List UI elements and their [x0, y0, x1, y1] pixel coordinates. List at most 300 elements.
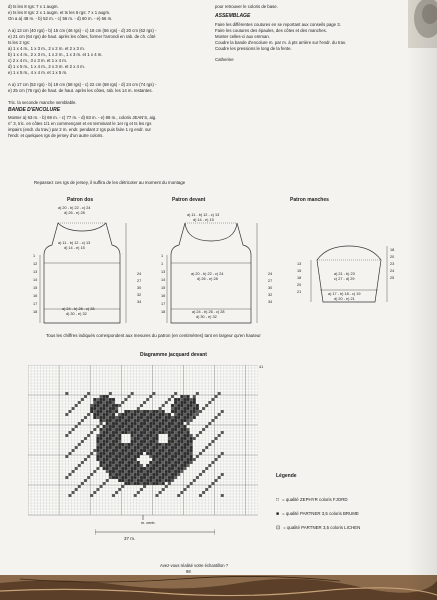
chart-cell: [124, 470, 127, 473]
chart-cell: [162, 437, 165, 440]
chart-cell: [106, 434, 109, 437]
chart-cell: [65, 476, 68, 479]
chart-cell: [143, 440, 146, 443]
chart-cell: [106, 437, 109, 440]
diagram-corner-number: 41: [259, 365, 264, 369]
chart-cell: [162, 449, 165, 452]
chart-cell: [99, 401, 102, 404]
chart-cell: [137, 473, 140, 476]
chart-cell: [162, 434, 165, 437]
chart-cell: [131, 419, 134, 422]
chart-cell: [124, 425, 127, 428]
chart-cell: [137, 422, 140, 425]
chart-cell: [124, 431, 127, 434]
devant-mid-label-2: d) 26 - e) 28: [197, 277, 218, 281]
chart-cell: [168, 440, 171, 443]
chart-cell: [177, 443, 180, 446]
chart-cell: [149, 437, 152, 440]
chart-cell: [152, 392, 155, 395]
chart-cell: [106, 428, 109, 431]
chart-cell: [146, 443, 149, 446]
chart-cell: [171, 449, 174, 452]
chart-cell: [149, 395, 152, 398]
chart-cell: [165, 434, 168, 437]
chart-cell: [118, 479, 121, 482]
chart-cell: [121, 470, 124, 473]
chart-cell: [140, 443, 143, 446]
chart-cell: [109, 473, 112, 476]
chart-cell: [81, 419, 84, 422]
chart-cell: [143, 458, 146, 461]
chart-cell: [174, 461, 177, 464]
chart-cell: [159, 479, 162, 482]
chart-cell: [124, 398, 127, 401]
chart-cell: [99, 455, 102, 458]
chart-cell: [124, 464, 127, 467]
chart-cell: [103, 401, 106, 404]
chart-cell: [149, 422, 152, 425]
chart-cell: [112, 425, 115, 428]
chart-cell: [103, 455, 106, 458]
chart-cell: [190, 413, 193, 416]
chart-cell: [183, 443, 186, 446]
chart-cell: [140, 470, 143, 473]
chart-cell: [177, 413, 180, 416]
chart-cell: [109, 458, 112, 461]
chart-cell: [165, 458, 168, 461]
chart-cell: [106, 416, 109, 419]
chart-cell: [214, 395, 217, 398]
chart-cell: [72, 470, 75, 473]
chart-cell: [171, 404, 174, 407]
instruction-line: c) 2 x 4 m., 3 x 3 m. et 1 x 4 m.: [8, 58, 67, 63]
chart-cell: [143, 452, 146, 455]
chart-cell: [106, 449, 109, 452]
chart-cell: [124, 461, 127, 464]
chart-cell: [99, 428, 102, 431]
chart-cell: [174, 398, 177, 401]
chart-cell: [96, 488, 99, 491]
instruction-line: A a) 17 cm (52 rgs) - b) 19 cm (58 rgs) - c) 22 cm (68 rgs) - d) 24 cm (74 rgs) -: [8, 82, 157, 87]
chart-cell: [152, 440, 155, 443]
chart-cell: [121, 446, 124, 449]
chart-cell: [137, 419, 140, 422]
chart-cell: [109, 461, 112, 464]
chart-cell: [146, 464, 149, 467]
chart-cell: [171, 395, 174, 398]
chart-cell: [168, 461, 171, 464]
chart-cell: [143, 479, 146, 482]
chart-cell: [159, 476, 162, 479]
chart-cell: [199, 473, 202, 476]
chart-cell: [109, 407, 112, 410]
chart-cell: [146, 473, 149, 476]
chart-cell: [103, 410, 106, 413]
chart-cell: [96, 446, 99, 449]
dos-bottom-label-2: d) 30 - e) 32: [66, 312, 87, 316]
chart-cell: [143, 410, 146, 413]
chart-cell: [171, 452, 174, 455]
chart-cell: [118, 434, 121, 437]
width-dimension-line: [95, 528, 215, 536]
scale-label: 34: [268, 300, 273, 304]
chart-cell: [174, 446, 177, 449]
assemblage-line: Faire les coutures des épaules, des côtes et des manches.: [215, 28, 328, 33]
chart-cell: [183, 467, 186, 470]
chart-cell: [171, 437, 174, 440]
chart-cell: [140, 437, 143, 440]
chart-cell: [180, 467, 183, 470]
chart-cell: [155, 461, 158, 464]
scale-label: 27: [137, 279, 142, 283]
chart-cell: [124, 446, 127, 449]
chart-cell: [159, 452, 162, 455]
chart-cell: [149, 464, 152, 467]
chart-cell: [171, 410, 174, 413]
chart-cell: [109, 401, 112, 404]
chart-cell: [168, 413, 171, 416]
chart-cell: [208, 464, 211, 467]
scale-label: 15: [161, 286, 166, 290]
chart-cell: [155, 434, 158, 437]
chart-cell: [87, 413, 90, 416]
patron-manches-title: Patron manches: [290, 197, 329, 203]
chart-cell: [180, 491, 183, 494]
chart-cell: [155, 416, 158, 419]
chart-cell: [127, 446, 130, 449]
chart-cell: [115, 404, 118, 407]
chart-cell: [121, 401, 124, 404]
chart-cell: [106, 464, 109, 467]
chart-cell: [143, 476, 146, 479]
chart-cell: [127, 419, 130, 422]
chart-cell: [177, 422, 180, 425]
chart-cell: [149, 428, 152, 431]
chart-cell: [174, 458, 177, 461]
chart-cell: [183, 404, 186, 407]
chart-cell: [190, 434, 193, 437]
chart-cell: [171, 416, 174, 419]
chart-cell: [180, 401, 183, 404]
chart-cell: [127, 428, 130, 431]
chart-cell: [162, 461, 165, 464]
chart-cell: [127, 410, 130, 413]
chart-cell: [149, 449, 152, 452]
chart-cell: [183, 455, 186, 458]
chart-cell: [140, 452, 143, 455]
chart-cell: [193, 395, 196, 398]
chart-cell: [205, 446, 208, 449]
chart-cell: [131, 455, 134, 458]
chart-cell: [187, 431, 190, 434]
chart-cell: [180, 431, 183, 434]
chart-cell: [177, 494, 180, 497]
chart-cell: [152, 419, 155, 422]
chart-cell: [162, 413, 165, 416]
chart-cell: [99, 443, 102, 446]
chart-cell: [168, 452, 171, 455]
chart-cell: [159, 467, 162, 470]
chart-cell: [137, 458, 140, 461]
chart-cell: [174, 407, 177, 410]
chart-cell: [115, 416, 118, 419]
chart-cell: [159, 470, 162, 473]
chart-cell: [137, 491, 140, 494]
chart-cell: [149, 452, 152, 455]
chart-cell: [165, 485, 168, 488]
chart-cell: [96, 434, 99, 437]
chart-cell: [127, 458, 130, 461]
chart-cell: [115, 431, 118, 434]
chart-cell: [140, 434, 143, 437]
chart-cell: [143, 443, 146, 446]
chart-cell: [168, 449, 171, 452]
chart-cell: [106, 446, 109, 449]
chart-cell: [109, 449, 112, 452]
chart-cell: [177, 407, 180, 410]
chart-cell: [127, 416, 130, 419]
chart-cell: [124, 473, 127, 476]
chart-cell: [196, 455, 199, 458]
chart-cell: [146, 419, 149, 422]
chart-cell: [149, 419, 152, 422]
chart-cell: [211, 419, 214, 422]
chart-cell: [174, 452, 177, 455]
chart-cell: [165, 476, 168, 479]
chart-cell: [146, 440, 149, 443]
chart-cell: [93, 416, 96, 419]
chart-cell: [159, 461, 162, 464]
scale-label: 15: [33, 286, 38, 290]
chart-cell: [81, 398, 84, 401]
chart-cell: [190, 452, 193, 455]
chart-cell: [187, 416, 190, 419]
chart-cell: [112, 437, 115, 440]
chart-cell: [72, 428, 75, 431]
chart-cell: [140, 467, 143, 470]
chart-cell: [124, 422, 127, 425]
chart-cell: [152, 428, 155, 431]
chart-cell: [109, 452, 112, 455]
chart-cell: [65, 413, 68, 416]
chart-cell: [187, 464, 190, 467]
chart-cell: [115, 419, 118, 422]
chart-cell: [103, 425, 106, 428]
chart-cell: [127, 449, 130, 452]
scale-label: 15: [297, 269, 302, 273]
chart-cell: [165, 416, 168, 419]
chart-cell: [196, 410, 199, 413]
chart-cell: [131, 458, 134, 461]
chart-cell: [174, 464, 177, 467]
chart-cell: [99, 440, 102, 443]
chart-cell: [177, 419, 180, 422]
chart-cell: [149, 410, 152, 413]
scale-label: 16: [161, 294, 166, 298]
chart-cell: [149, 470, 152, 473]
chart-cell: [205, 488, 208, 491]
chart-cell: [168, 446, 171, 449]
chart-cell: [162, 455, 165, 458]
chart-cell: [162, 473, 165, 476]
chart-cell: [177, 410, 180, 413]
chart-cell: [187, 407, 190, 410]
chart-cell: [118, 404, 121, 407]
chart-cell: [134, 440, 137, 443]
chart-cell: [171, 461, 174, 464]
chart-cell: [121, 431, 124, 434]
chart-cell: [168, 398, 171, 401]
chart-cell: [103, 398, 106, 401]
chart-cell: [180, 470, 183, 473]
chart-cell: [96, 440, 99, 443]
chart-cell: [134, 461, 137, 464]
chart-cell: [140, 473, 143, 476]
chart-cell: [152, 434, 155, 437]
chart-cell: [137, 410, 140, 413]
chart-cell: [159, 422, 162, 425]
chart-cell: [93, 413, 96, 416]
chart-cell: [115, 446, 118, 449]
chart-cell: [137, 461, 140, 464]
chart-cell: [109, 410, 112, 413]
chart-cell: [177, 458, 180, 461]
chart-cell: [183, 431, 186, 434]
chart-cell: [103, 419, 106, 422]
chart-cell: [180, 446, 183, 449]
scale-label: 32: [268, 293, 273, 297]
chart-cell: [162, 482, 165, 485]
chart-cell: [159, 431, 162, 434]
chart-cell: [146, 416, 149, 419]
chart-cell: [134, 410, 137, 413]
instruction-line: d) 1 x 5 m., 1 x 4 m., 2 x 3 m. et 2 x 4 m.: [8, 64, 85, 69]
chart-cell: [183, 449, 186, 452]
chart-cell: [140, 479, 143, 482]
chart-cell: [96, 401, 99, 404]
chart-cell: [202, 470, 205, 473]
chart-cell: [171, 407, 174, 410]
manche-bottom-label-2: d) 20 - e) 21: [334, 297, 355, 301]
chart-cell: [112, 455, 115, 458]
chart-cell: [174, 470, 177, 473]
page-number: 98: [186, 569, 191, 574]
chart-cell: [131, 434, 134, 437]
legend-item: [276, 516, 360, 534]
chart-cell: [146, 410, 149, 413]
chart-cell: [112, 464, 115, 467]
chart-cell: [165, 428, 168, 431]
chart-cell: [159, 440, 162, 443]
chart-cell: [168, 470, 171, 473]
chart-cell: [106, 443, 109, 446]
chart-cell: [205, 467, 208, 470]
chart-cell: [180, 452, 183, 455]
chart-cell: [137, 449, 140, 452]
width-label: 37 m.: [124, 536, 136, 541]
chart-cell: [124, 449, 127, 452]
chart-cell: [118, 464, 121, 467]
chart-cell: [183, 452, 186, 455]
chart-cell: [183, 488, 186, 491]
chart-cell: [109, 476, 112, 479]
chart-cell: [131, 467, 134, 470]
chart-cell: [162, 428, 165, 431]
chart-cell: [115, 440, 118, 443]
chart-cell: [106, 455, 109, 458]
chart-cell: [190, 440, 193, 443]
chart-cell: [171, 440, 174, 443]
chart-cell: [106, 479, 109, 482]
chart-cell: [106, 422, 109, 425]
chart-cell: [168, 419, 171, 422]
chart-cell: [165, 479, 168, 482]
chart-cell: [90, 404, 93, 407]
chart-cell: [134, 443, 137, 446]
chart-cell: [146, 458, 149, 461]
repassez-note: Repassez ces rgs de jersey, il suffira de les détricoter au moment du montage: [34, 180, 186, 185]
chart-cell: [174, 404, 177, 407]
dos-mid-label-2: d) 14 - e) 15: [64, 246, 85, 250]
chart-cell: [190, 410, 193, 413]
legend-text: = qualité PARTNER 3,5 coloris LICHEN: [283, 525, 361, 530]
chart-cell: [171, 434, 174, 437]
instruction-line: Tric. la seconde manche semblable.: [8, 100, 77, 105]
chart-cell: [152, 461, 155, 464]
chart-cell: [112, 452, 115, 455]
chart-cell: [103, 395, 106, 398]
corner-photo: [408, 0, 437, 48]
chart-cell: [121, 425, 124, 428]
chart-cell: [106, 413, 109, 416]
chart-cell: [131, 449, 134, 452]
chart-cell: [143, 437, 146, 440]
chart-cell: [162, 479, 165, 482]
chart-cell: [124, 467, 127, 470]
chart-cell: [155, 428, 158, 431]
chart-cell: [137, 437, 140, 440]
chart-cell: [155, 464, 158, 467]
chart-cell: [155, 410, 158, 413]
chart-cell: [134, 458, 137, 461]
chart-cell: [171, 446, 174, 449]
chart-cell: [75, 467, 78, 470]
chart-cell: [171, 464, 174, 467]
chart-cell: [155, 443, 158, 446]
chart-cell: [134, 482, 137, 485]
chart-cell: [162, 458, 165, 461]
bande-line: l'endr. et quelques rgs de jersey d'un autre coloris.: [8, 133, 104, 138]
scale-label: 13: [297, 262, 302, 266]
chart-cell: [152, 446, 155, 449]
chart-cell: [118, 428, 121, 431]
chart-cell: [180, 419, 183, 422]
chart-cell: [143, 482, 146, 485]
chart-cell: [221, 494, 224, 497]
chart-cell: [137, 431, 140, 434]
chart-cell: [121, 461, 124, 464]
chart-cell: [211, 461, 214, 464]
legend-swatch-icon: □: [276, 497, 280, 503]
chart-cell: [131, 416, 134, 419]
chart-cell: [152, 458, 155, 461]
chart-cell: [131, 413, 134, 416]
chart-cell: [187, 452, 190, 455]
chart-cell: [168, 458, 171, 461]
chart-cell: [171, 476, 174, 479]
chart-cell: [127, 470, 130, 473]
chart-cell: [146, 434, 149, 437]
